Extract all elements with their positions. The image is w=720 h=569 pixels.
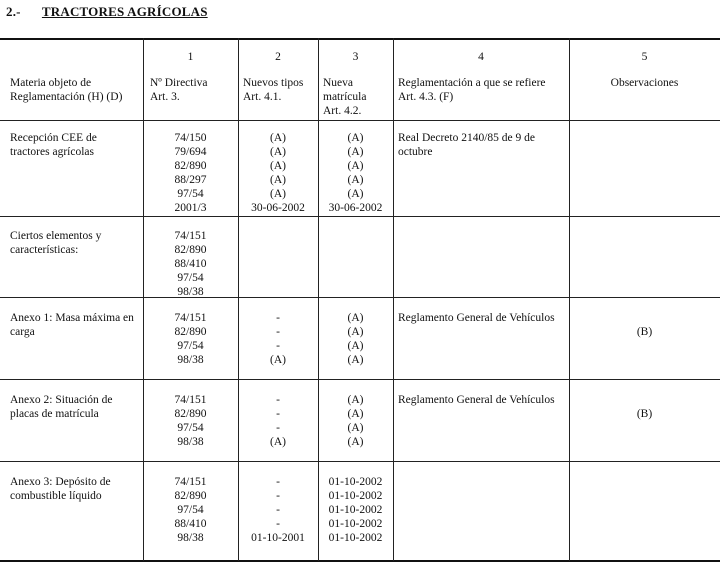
row-subject: Ciertos elementos y características: [10,230,102,256]
column-number-5: 5 [641,51,648,63]
row-new-types: - - - (A) [270,312,286,366]
column-header-observations: Observaciones [610,77,679,89]
row-new-registration: (A) (A) (A) (A) [347,394,364,448]
column-number-3: 3 [352,51,359,63]
row-observations: (B) [636,408,653,420]
column-header-new-registration: Nueva matrícula Art. 4.2. [323,77,367,117]
table-top-rule [0,38,720,40]
column-separator [393,38,394,561]
row-directives: 74/151 82/890 97/54 88/410 98/38 [174,476,207,544]
table-bottom-rule [0,560,720,562]
row-directives: 74/151 82/890 97/54 98/38 [174,312,207,366]
row-new-types: (A) (A) (A) (A) (A) 30-06-2002 [251,132,305,214]
row-regulation: Reglamento General de Vehículos [398,394,555,406]
row-observations: (B) [636,326,653,338]
column-header-regulation: Reglamentación a que se refiere Art. 4.3. (F) [398,77,546,103]
row-new-registration: (A) (A) (A) (A) (A) 30-06-2002 [328,132,383,214]
row-new-registration: 01-10-2002 01-10-2002 01-10-2002 01-10-2002 01-10-2002 [328,476,383,544]
row-separator [0,461,720,462]
row-subject: Anexo 2: Situación de placas de matrícula [10,394,113,420]
column-header-new-types: Nuevos tipos Art. 4.1. [243,77,304,103]
header-bottom-rule [0,120,720,121]
column-number-4: 4 [478,51,484,63]
row-directives: 74/150 79/694 82/890 88/297 97/54 2001/3 [174,132,207,214]
section-heading [6,4,208,20]
column-header-subject: Materia objeto de Reglamentación (H) (D) [10,77,123,103]
row-new-registration: (A) (A) (A) (A) [347,312,364,366]
row-regulation: Real Decreto 2140/85 de 9 de octubre [398,132,535,158]
section-number: 2.- [6,4,21,19]
row-directives: 74/151 82/890 88/410 97/54 98/38 [174,230,207,298]
column-number-2: 2 [275,51,281,63]
row-subject: Anexo 3: Depósito de combustible líquido [10,476,111,502]
row-new-types: - - - (A) [270,394,286,448]
row-separator [0,297,720,298]
row-directives: 74/151 82/890 97/54 98/38 [174,394,207,448]
section-title: TRACTORES AGRÍCOLAS [41,4,208,19]
row-subject: Recepción CEE de tractores agrícolas [10,132,97,158]
row-new-types: - - - - 01-10-2001 [251,476,305,544]
column-header-directive: Nº Directiva Art. 3. [150,77,208,103]
column-number-1: 1 [187,51,194,63]
row-regulation: Reglamento General de Vehículos [398,312,555,324]
row-subject: Anexo 1: Masa máxima en carga [10,312,134,338]
row-separator [0,216,720,217]
row-separator [0,379,720,380]
column-separator [569,38,570,561]
